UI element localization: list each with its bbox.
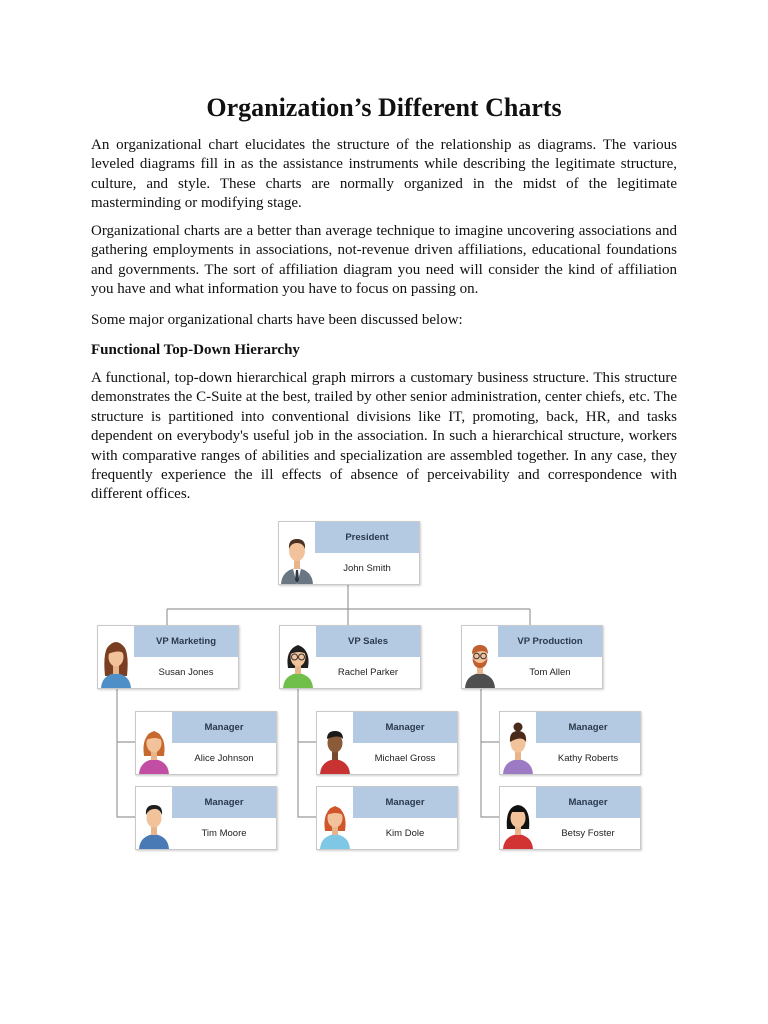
paragraph-uses: Organizational charts are a better than average technique to imagine uncovering associations and gathering employments in associations, not-revenue driven affiliations, educational foundations and governments. The sort of affiliation diagram you need will consider the kind of affiliation you have and what information you have to focus on passing on. <box>91 223 677 298</box>
card-name: John Smith <box>343 563 391 574</box>
page-title: Organization’s Different Charts <box>206 93 562 122</box>
org-card-manager-michael <box>316 711 458 775</box>
card-name: Kathy Roberts <box>557 753 619 764</box>
avatar-man-tie-icon <box>279 522 315 584</box>
card-name: Alice Johnson <box>194 753 254 764</box>
card-role: VP Production <box>498 626 602 657</box>
card-name: Tom Allen <box>529 667 571 678</box>
avatar-man-beard-glasses-icon <box>462 626 498 688</box>
org-card-manager-kim <box>316 786 458 850</box>
avatar-woman-bun-icon <box>500 712 536 774</box>
org-card-manager-alice <box>135 711 277 775</box>
org-card-vp-marketing <box>97 625 239 689</box>
org-card-president <box>278 521 420 585</box>
card-name: Betsy Foster <box>561 828 615 839</box>
card-role: President <box>315 522 419 553</box>
org-card-vp-sales <box>279 625 421 689</box>
card-role: Manager <box>536 712 640 743</box>
card-name: Susan Jones <box>158 667 214 678</box>
card-role: VP Marketing <box>134 626 238 657</box>
org-card-vp-production <box>461 625 603 689</box>
avatar-woman-glasses-icon <box>280 626 316 688</box>
card-role: Manager <box>353 787 457 818</box>
card-role: Manager <box>172 712 276 743</box>
card-name: Michael Gross <box>374 753 436 764</box>
avatar-woman-brown-hair-icon <box>98 626 134 688</box>
org-card-manager-tim <box>135 786 277 850</box>
card-role: Manager <box>536 787 640 818</box>
card-role: Manager <box>172 787 276 818</box>
org-card-manager-kathy <box>499 711 641 775</box>
paragraph-lead-in: Some major organizational charts have been discussed below: <box>91 312 463 328</box>
card-name: Kim Dole <box>385 828 425 839</box>
connector-sales-managers <box>298 687 316 817</box>
section-heading: Functional Top-Down Hierarchy <box>91 342 300 358</box>
connector-production-managers <box>481 687 499 817</box>
avatar-man-dark-hair-icon <box>136 787 172 849</box>
paragraph-intro: An organizational chart elucidates the structure of the relationship as diagrams. The various leveled diagrams fill in as the assistance instruments while describing the legitimate structure, culture, and style. These charts are normally organized in the midst of the legitimate masterminding or modifying stage. <box>91 137 677 212</box>
card-name: Rachel Parker <box>337 667 399 678</box>
avatar-woman-black-bob-icon <box>500 787 536 849</box>
paragraph-functional: A functional, top-down hierarchical graph mirrors a customary business structure. This structure demonstrates the C-Suite at the best, trailed by other senior administration, center chiefs, etc. The structure is partitioned into conventional divisions like IT, promoting, back, HR, and tasks dependent on everybody's useful job in the association. In such a hierarchical structure, workers with comparative ranges of abilities and specialization are assembled together. In any case, they frequently experience the ill effects of absence of perceivability and correspondence with different offices. <box>91 370 677 503</box>
card-role: Manager <box>353 712 457 743</box>
avatar-woman-red-hair-icon <box>317 787 353 849</box>
avatar-man-dark-skin-icon <box>317 712 353 774</box>
connector-marketing-managers <box>117 687 135 817</box>
avatar-woman-auburn-hair-icon <box>136 712 172 774</box>
org-card-manager-betsy <box>499 786 641 850</box>
card-role: VP Sales <box>316 626 420 657</box>
card-name: Tim Moore <box>201 828 247 839</box>
